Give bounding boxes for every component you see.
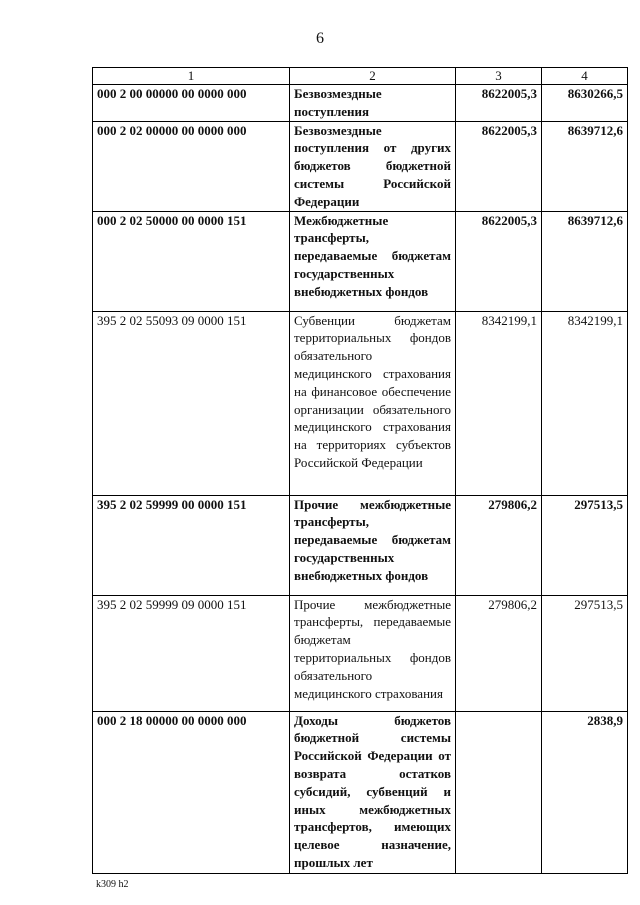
row-code: 395 2 02 55093 09 0000 151	[93, 311, 290, 495]
row-value-3: 279806,2	[456, 495, 542, 595]
row-value-3: 8622005,3	[456, 121, 542, 211]
table-row	[93, 211, 628, 311]
row-value-4: 8639712,6	[542, 211, 628, 311]
row-value-4: 297513,5	[542, 595, 628, 711]
row-name: Прочие межбюджетные трансферты, передаваемые бюджетам территориальных фондов обязательного медицинского страхования	[290, 595, 456, 711]
row-value-4: 8639712,6	[542, 121, 628, 211]
table-row	[93, 85, 628, 122]
table-row	[93, 495, 628, 595]
row-code: 395 2 02 59999 09 0000 151	[93, 595, 290, 711]
row-value-3: 8622005,3	[456, 211, 542, 311]
row-value-4: 297513,5	[542, 495, 628, 595]
row-value-3: 8342199,1	[456, 311, 542, 495]
budget-table	[92, 67, 628, 874]
row-code: 395 2 02 59999 00 0000 151	[93, 495, 290, 595]
row-name: Межбюджетные трансферты, передаваемые бюджетам государственных внебюджетных фондов	[290, 211, 456, 311]
row-name: Безвозмездные поступления	[290, 85, 456, 122]
row-value-3: 8622005,3	[456, 85, 542, 122]
page-number: 6	[316, 30, 324, 47]
row-code: 000 2 18 00000 00 0000 000	[93, 711, 290, 873]
row-value-4: 8630266,5	[542, 85, 628, 122]
row-value-3	[456, 711, 542, 873]
column-header-1: 1	[93, 68, 290, 85]
table-row	[93, 121, 628, 211]
row-code: 000 2 02 50000 00 0000 151	[93, 211, 290, 311]
row-code: 000 2 02 00000 00 0000 000	[93, 121, 290, 211]
row-name: Безвозмездные поступления от других бюджетов бюджетной системы Российской Федерации	[290, 121, 456, 211]
row-value-4: 8342199,1	[542, 311, 628, 495]
column-header-3: 3	[456, 68, 542, 85]
table-row	[93, 711, 628, 873]
row-name: Доходы бюджетов бюджетной системы Российской Федерации от возврата остатков субсидий, субвенций и иных межбюджетных трансфертов, имеющих целевое назначение, прошлых лет	[290, 711, 456, 873]
row-value-4: 2838,9	[542, 711, 628, 873]
row-name: Субвенции бюджетам территориальных фондов обязательного медицинского страхования на финансовое обеспечение организации обязательного медицинского страхования на территориях субъектов Российской Федерации	[290, 311, 456, 495]
table-row	[93, 595, 628, 711]
table-row	[93, 311, 628, 495]
footer-mark: k309 h2	[96, 879, 129, 890]
table-header-row	[93, 68, 628, 85]
column-header-2: 2	[290, 68, 456, 85]
column-header-4: 4	[542, 68, 628, 85]
row-name: Прочие межбюджетные трансферты, передаваемые бюджетам государственных внебюджетных фондов	[290, 495, 456, 595]
row-value-3: 279806,2	[456, 595, 542, 711]
row-code: 000 2 00 00000 00 0000 000	[93, 85, 290, 122]
